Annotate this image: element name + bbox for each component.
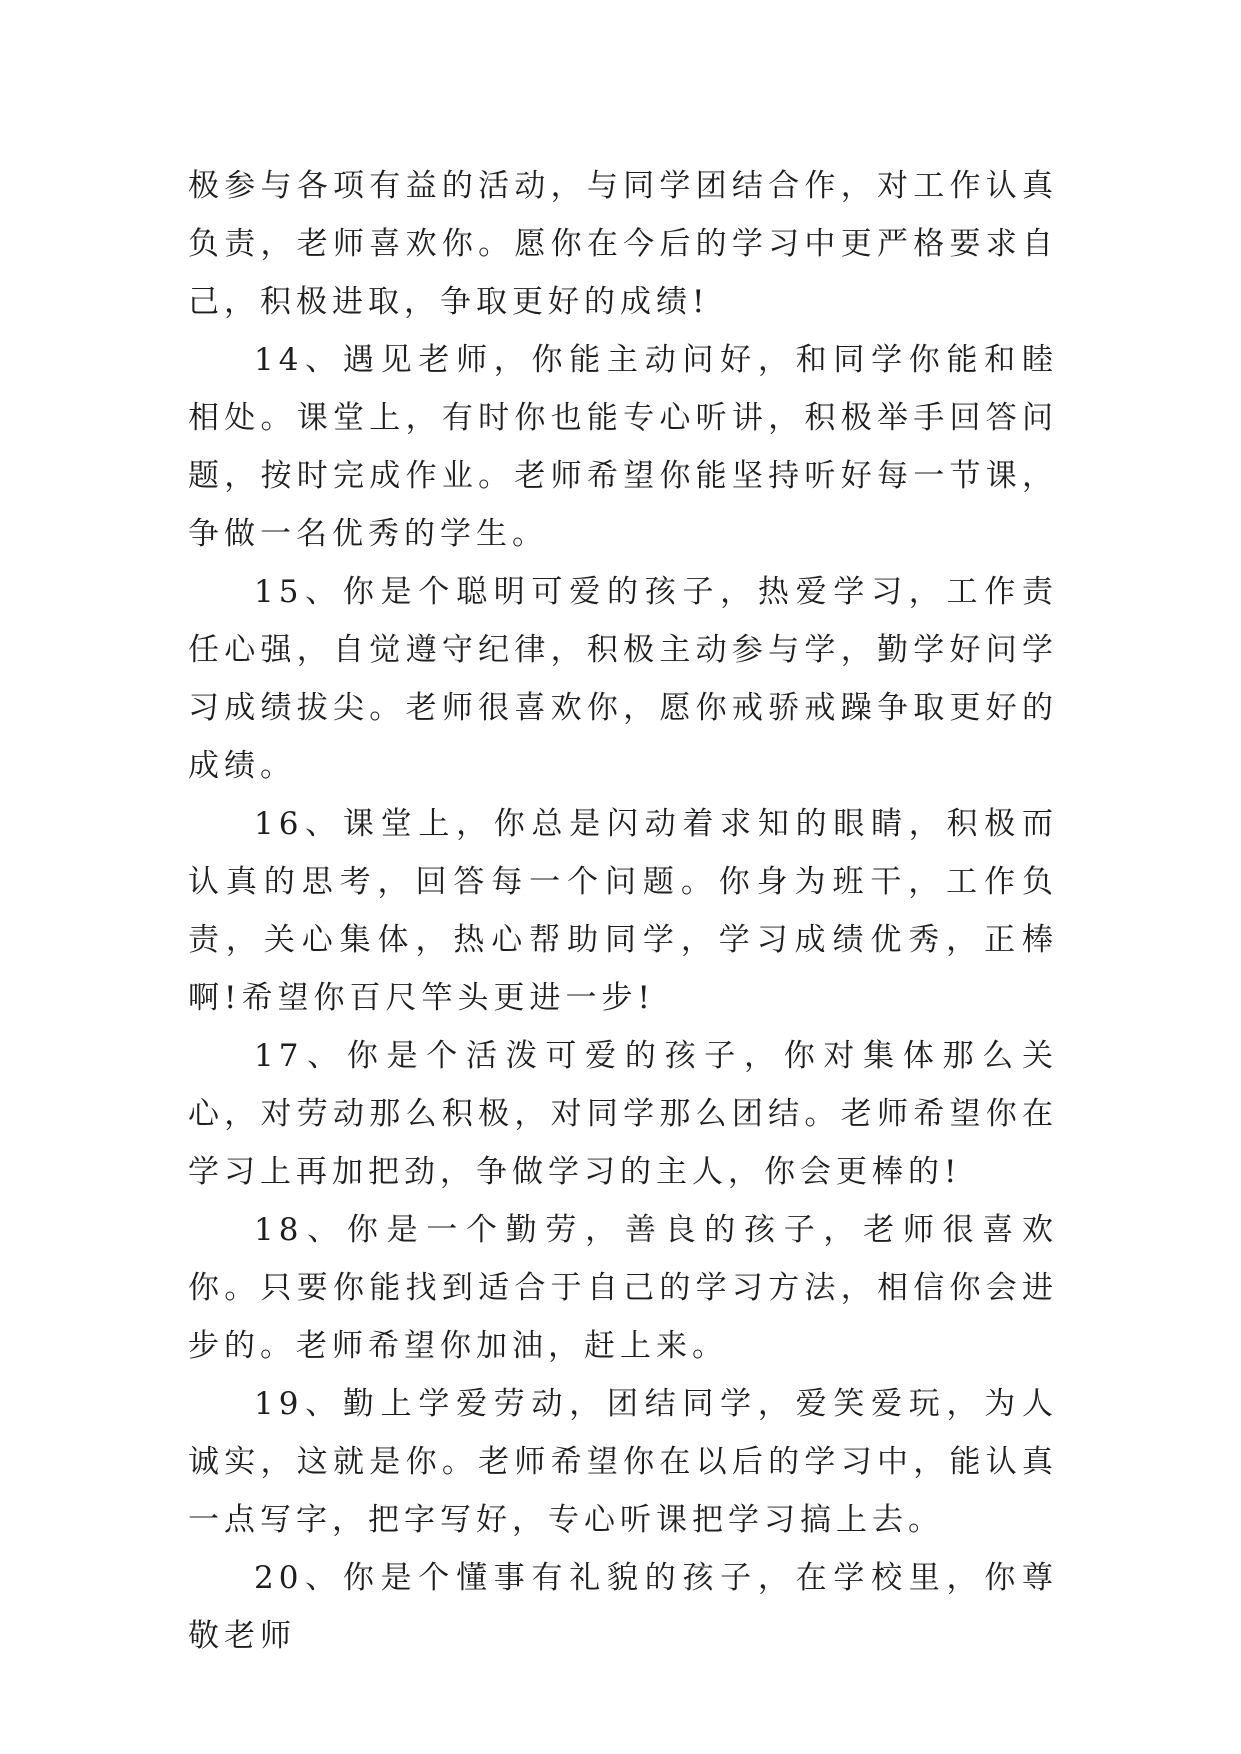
paragraph-continued: 极参与各项有益的活动，与同学团结合作，对工作认真负责，老师喜欢你。愿你在今后的学习中更严格要求自己，积极进取，争取更好的成绩! (188, 168, 1058, 320)
paragraph-comment-20: 20、你是个懂事有礼貌的孩子，在学校里，你尊敬老师 (188, 1560, 1058, 1654)
paragraph-comment-15: 15、你是个聪明可爱的孩子，热爱学习，工作责任心强，自觉遵守纪律，积极主动参与学，勤学好问学习成绩拔尖。老师很喜欢你，愿你戒骄戒躁争取更好的成绩。 (188, 574, 1058, 784)
paragraph-comment-17: 17、你是个活泼可爱的孩子，你对集体那么关心，对劳动那么积极，对同学那么团结。老师希望你在学习上再加把劲，争做学习的主人，你会更棒的! (188, 1038, 1058, 1190)
document-body (188, 157, 1058, 1665)
paragraph-comment-16: 16、课堂上，你总是闪动着求知的眼睛，积极而认真的思考，回答每一个问题。你身为班干，工作负责，关心集体，热心帮助同学，学习成绩优秀，正棒啊!希望你百尺竿头更进一步! (188, 806, 1058, 1016)
paragraph-comment-19: 19、勤上学爱劳动，团结同学，爱笑爱玩，为人诚实，这就是你。老师希望你在以后的学习中，能认真一点写字，把字写好，专心听课把学习搞上去。 (188, 1386, 1058, 1538)
paragraph-comment-18: 18、你是一个勤劳，善良的孩子，老师很喜欢你。只要你能找到适合于自己的学习方法，相信你会进步的。老师希望你加油，赶上来。 (188, 1212, 1058, 1364)
paragraph-comment-14: 14、遇见老师，你能主动问好，和同学你能和睦相处。课堂上，有时你也能专心听讲，积极举手回答问题，按时完成作业。老师希望你能坚持听好每一节课，争做一名优秀的学生。 (188, 342, 1058, 552)
